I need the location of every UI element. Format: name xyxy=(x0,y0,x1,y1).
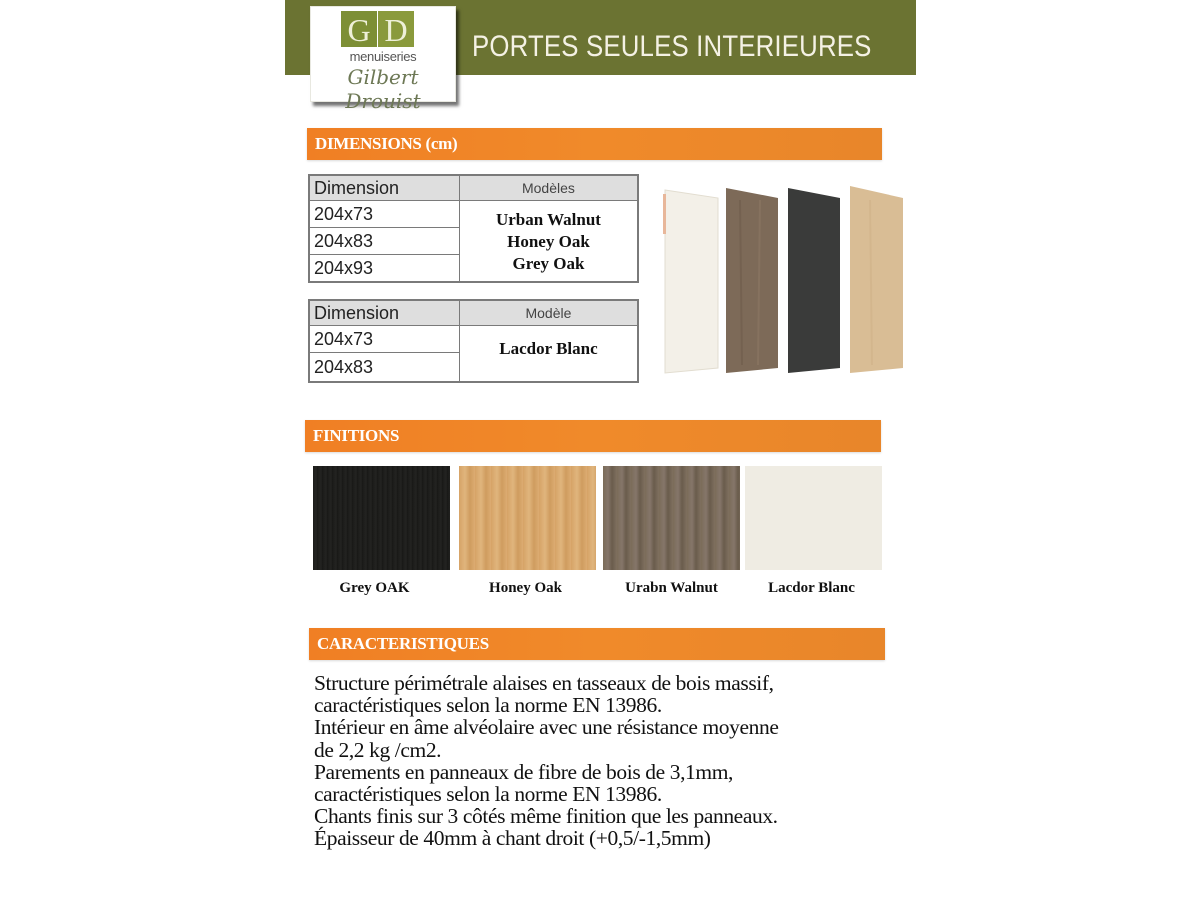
logo-monogram xyxy=(341,11,414,47)
dimension-cell: 204x83 xyxy=(309,353,459,383)
logo-letter-d: D xyxy=(378,11,414,47)
model-name: Lacdor Blanc xyxy=(499,339,598,358)
dimension-cell: 204x73 xyxy=(309,201,459,228)
column-header-dimension: Dimension xyxy=(309,175,459,201)
characteristic-line: caractéristiques selon la norme EN 13986. xyxy=(314,693,662,718)
doors-illustration xyxy=(660,180,910,380)
page-title: PORTES SEULES INTERIEURES xyxy=(472,30,872,63)
section-header-finitions xyxy=(305,420,881,452)
logo-script-name: Gilbert Drouist xyxy=(345,65,421,113)
section-header-dimensions xyxy=(307,128,882,160)
dimension-cell: 204x73 xyxy=(309,326,459,353)
dimensions-table-2 xyxy=(308,299,639,383)
models-cell xyxy=(459,201,638,283)
section-title: CARACTERISTIQUES xyxy=(317,634,489,653)
swatch-lacdor-blanc xyxy=(745,466,882,570)
column-header-dimension: Dimension xyxy=(309,300,459,326)
swatch-label: Honey Oak xyxy=(489,580,562,596)
column-header-model: Modèle xyxy=(459,300,638,326)
characteristic-line: Épaisseur de 40mm à chant droit (+0,5/-1,5mm) xyxy=(314,826,711,851)
section-header-caracteristiques xyxy=(309,628,885,660)
characteristic-line: Intérieur en âme alvéolaire avec une résistance moyenne xyxy=(314,715,779,740)
door-product-images xyxy=(660,180,910,380)
dimension-cell: 204x83 xyxy=(309,228,459,255)
dark-grey-door xyxy=(788,188,840,373)
swatch-honey-oak xyxy=(459,466,596,570)
characteristic-line: Chants finis sur 3 côtés même finition que les panneaux. xyxy=(314,804,778,829)
dimensions-table-1 xyxy=(308,174,639,283)
section-title: DIMENSIONS (cm) xyxy=(315,134,458,153)
swatch-label: Grey OAK xyxy=(339,580,410,596)
characteristic-line: Structure périmétrale alaises en tasseaux de bois massif, xyxy=(314,671,774,695)
walnut-door xyxy=(726,188,778,373)
logo-subtitle: menuiseries xyxy=(349,49,417,64)
column-header-models: Modèles xyxy=(459,175,638,201)
white-door xyxy=(665,190,718,373)
characteristic-line: Parements en panneaux de fibre de bois de 3,1mm, xyxy=(314,759,734,784)
logo-letter-g: G xyxy=(341,11,377,47)
swatch-label: Lacdor Blanc xyxy=(768,580,855,596)
dimension-cell: 204x93 xyxy=(309,255,459,283)
company-logo xyxy=(310,6,456,113)
swatch-grey-oak xyxy=(313,466,450,570)
characteristics-text xyxy=(314,672,894,850)
swatch-label: Urabn Walnut xyxy=(625,580,718,596)
swatch-urban-walnut xyxy=(603,466,740,570)
honey-oak-door xyxy=(850,186,903,373)
section-title: FINITIONS xyxy=(313,426,400,445)
characteristic-line: caractéristiques selon la norme EN 13986. xyxy=(314,782,662,807)
characteristic-line: de 2,2 kg /cm2. xyxy=(314,737,442,762)
model-name: Grey Oak xyxy=(512,254,585,273)
model-name: Honey Oak xyxy=(507,232,590,251)
models-cell xyxy=(459,326,638,383)
model-name: Urban Walnut xyxy=(495,210,601,229)
